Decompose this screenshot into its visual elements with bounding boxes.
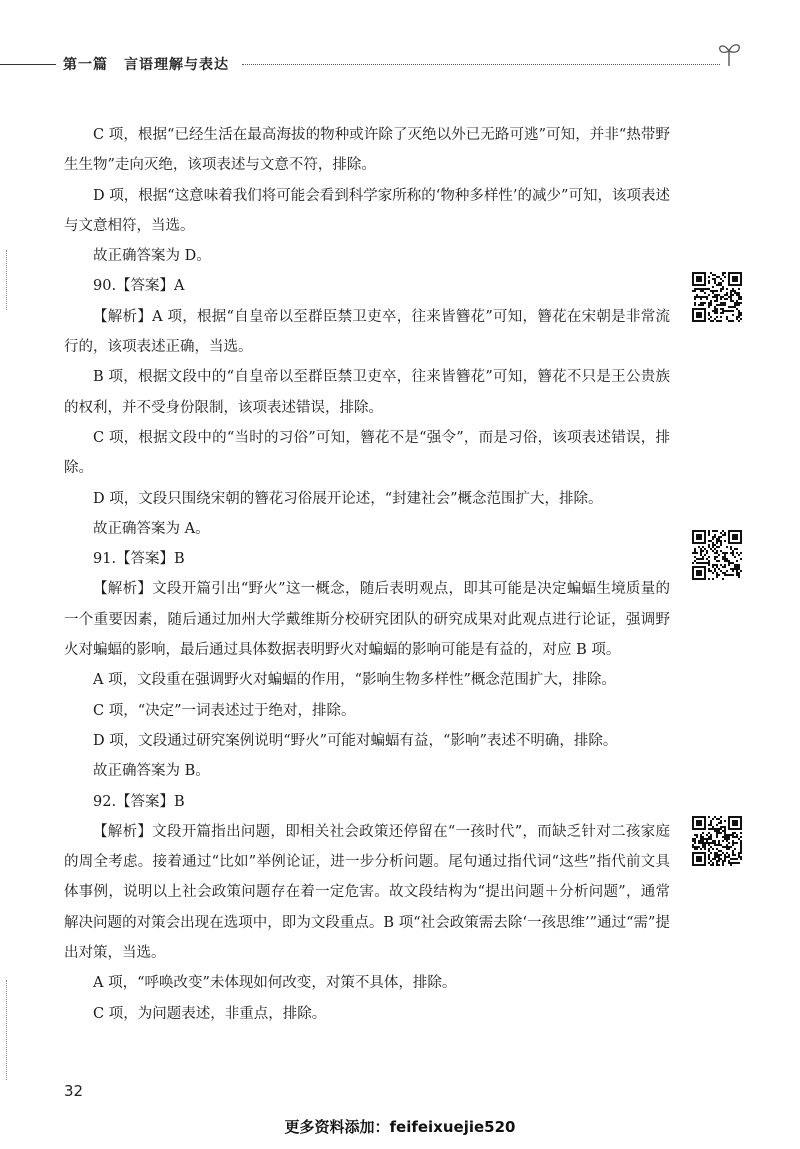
header-rule-left bbox=[0, 64, 56, 65]
margin-guide bbox=[6, 250, 7, 310]
paragraph: B 项，根据文段中的“自皇帝以至群臣禁卫吏卒，往来皆簪花”可知，簪花不只是王公贵族的权利，并不受身份限制，该项表述错误，排除。 bbox=[64, 369, 670, 416]
page-header bbox=[0, 50, 800, 80]
answer-heading: 91.【答案】B bbox=[93, 551, 185, 568]
sprout-icon bbox=[714, 38, 744, 68]
paragraph: C 项，为问题表述，非重点，排除。 bbox=[93, 1005, 327, 1022]
paragraph: C 项，“决定”一词表述过于绝对，排除。 bbox=[93, 702, 356, 719]
paragraph: 故正确答案为 A。 bbox=[93, 520, 210, 537]
answer-heading: 90.【答案】A bbox=[93, 278, 185, 295]
footer-note: 更多资料添加：feifeixuejie520 bbox=[284, 1118, 516, 1136]
paragraph: A 项，“呼唤改变”未体现如何改变，对策不具体，排除。 bbox=[93, 975, 457, 992]
qr-code-icon[interactable] bbox=[692, 816, 742, 866]
paragraph: 【解析】文段开篇指出问题，即相关社会政策还停留在“一孩时代”，而缺乏针对二孩家庭的周全考虑。接着通过“比如”举例论证，进一步分析问题。尾句通过指代词“这些”指代前文具体事例，说明以上社会政策问题存在着一定危害。故文段结构为“提出问题＋分析问题”，通常解决问题的对策会出现在选项中，即为文段重点。B 项“社会政策需去除‘一孩思维’”通过“需”提出对策，当选。 bbox=[64, 823, 670, 962]
paragraph: D 项，文段通过研究案例说明“野火”可能对蝙蝠有益，“影响”表述不明确，排除。 bbox=[93, 732, 618, 749]
paragraph: 【解析】A 项，根据“自皇帝以至群臣禁卫吏卒，往来皆簪花”可知，簪花在宋朝是非常流行的，该项表述正确，当选。 bbox=[64, 308, 670, 356]
header-chapter: 言语理解与表达 bbox=[124, 57, 229, 73]
paragraph: 【解析】文段开篇引出“野火”这一概念，随后表明观点，即其可能是决定蝙蝠生境质量的一个重要因素，随后通过加州大学戴维斯分校研究团队的研究成果对此观点进行论证，强调野火对蝙蝠的影响，最后通过具体数据表明野火对蝙蝠的影响可能是有益的，对应 B 项。 bbox=[64, 581, 670, 659]
paragraph: 故正确答案为 B。 bbox=[93, 763, 210, 780]
paragraph: D 项，文段只围绕宋朝的簪花习俗展开论述，“封建社会”概念范围扩大，排除。 bbox=[93, 490, 603, 507]
answer-explanations bbox=[64, 120, 670, 1029]
paragraph: A 项，文段重在强调野火对蝙蝠的作用，“影响生物多样性”概念范围扩大，排除。 bbox=[93, 672, 616, 689]
qr-code-icon[interactable] bbox=[692, 530, 742, 580]
header-part: 第一篇 bbox=[63, 57, 108, 73]
header-rule-right bbox=[242, 64, 720, 65]
margin-guide bbox=[6, 980, 7, 1080]
paragraph: D 项，根据“这意味着我们将可能会看到科学家所称的‘物种多样性’的减少”可知，该项表述与文意相符，当选。 bbox=[64, 187, 670, 234]
paragraph: C 项，根据文段中的“当时的习俗”可知，簪花不是“强令”，而是习俗，该项表述错误，排除。 bbox=[64, 429, 670, 477]
paragraph: C 项，根据“已经生活在最高海拔的物种或许除了灭绝以外已无路可逃”可知，并非“热带野生生物”走向灭绝，该项表述与文意不符，排除。 bbox=[64, 127, 670, 174]
paragraph: 故正确答案为 D。 bbox=[93, 248, 211, 265]
page-number: 32 bbox=[64, 1082, 84, 1100]
header-title bbox=[63, 54, 229, 74]
answer-heading: 92.【答案】B bbox=[93, 793, 185, 810]
qr-code-icon[interactable] bbox=[692, 272, 742, 322]
